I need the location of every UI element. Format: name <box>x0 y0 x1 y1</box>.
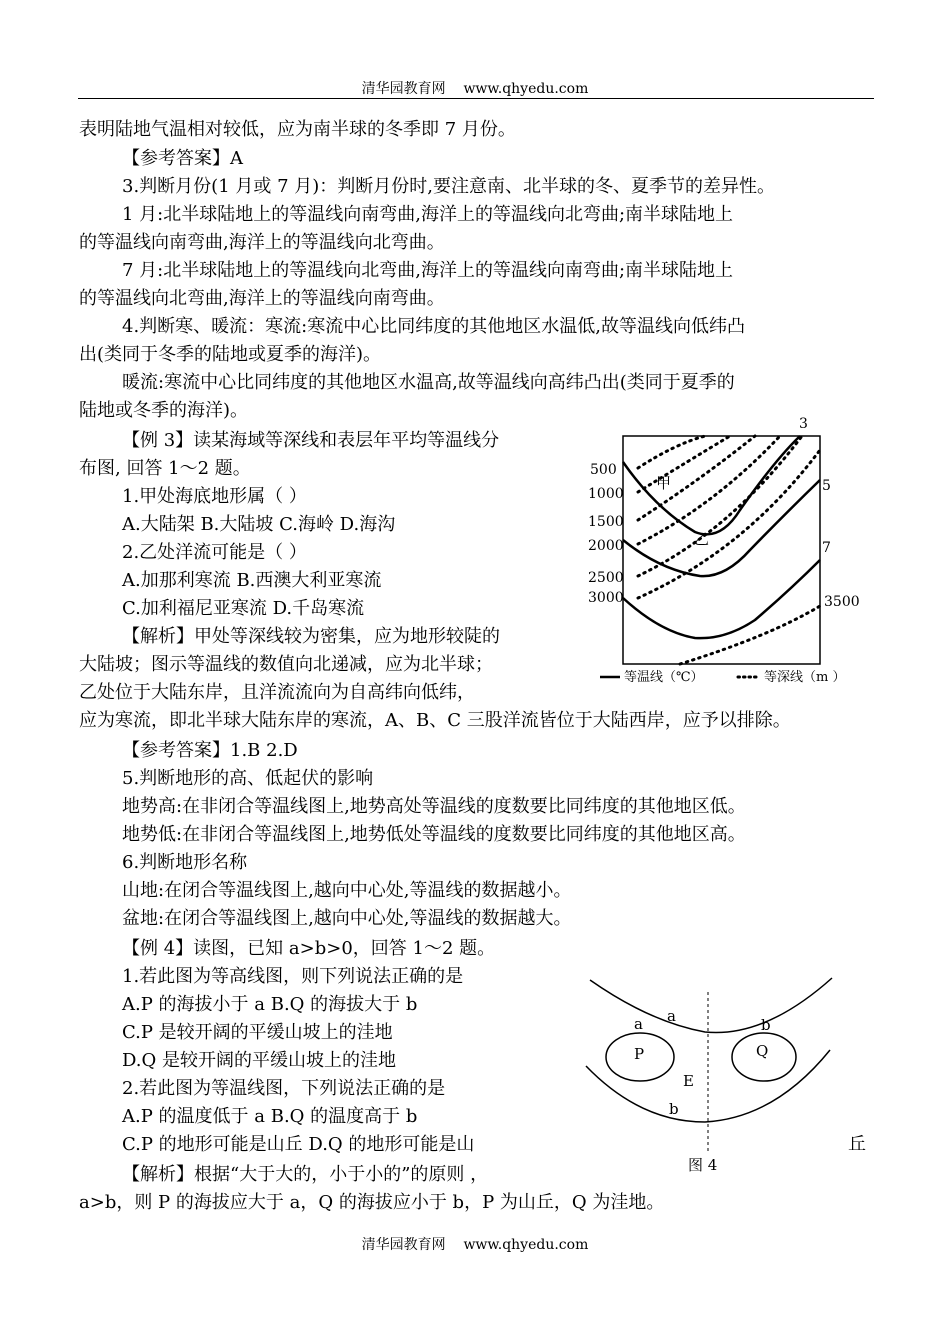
label-b-bottom: b <box>669 1100 679 1118</box>
text-line: 出(类同于冬季的陆地或夏季的海洋)。 <box>79 344 382 365</box>
legend-temp-label: 等温线（℃） <box>624 670 704 685</box>
text-line: 丘 <box>848 1134 866 1155</box>
text-line: 2.若此图为等温线图，下列说法正确的是 <box>122 1078 446 1099</box>
label-a-right: a <box>667 1007 676 1025</box>
text-line: 乙处位于大陆东岸，且洋流流向为自高纬向低纬， <box>79 682 475 703</box>
text-line: a>b，则 P 的海拔应大于 a，Q 的海拔应小于 b，P 为山丘，Q 为洼地。 <box>79 1192 665 1213</box>
text-line: 暖流:寒流中心比同纬度的其他地区水温高,故等温线向高纬凸出(类同于夏季的 <box>122 372 735 393</box>
temp-label-5: 5 <box>822 478 831 494</box>
text-line: 表明陆地气温相对较低，应为南半球的冬季即 7 月份。 <box>79 119 516 140</box>
temp-label-3: 3 <box>799 416 808 432</box>
isobaths <box>638 436 820 664</box>
label-p: P <box>634 1045 645 1063</box>
isotherm-line <box>623 480 820 576</box>
place-jia: 甲 <box>656 474 672 492</box>
text-line: C.P 的地形可能是山丘 D.Q 的地形可能是山 <box>122 1134 475 1155</box>
text-line: 陆地或冬季的海洋)。 <box>79 400 249 421</box>
text-line: C.P 是较开阔的平缓山坡上的洼地 <box>122 1022 393 1043</box>
label-b-top: b <box>761 1016 771 1034</box>
header-rule <box>78 98 874 99</box>
depth-label-3000: 3000 <box>588 590 624 606</box>
text-line: 5.判断地形的高、低起伏的影响 <box>122 768 374 789</box>
place-yi: 乙 <box>694 530 710 548</box>
text-line: 【参考答案】A <box>122 148 243 169</box>
text-line: 【例 4】读图，已知 a>b>0，回答 1～2 题。 <box>122 938 496 959</box>
text-line: 【参考答案】1.B 2.D <box>122 740 298 761</box>
header-url: www.qhyedu.com <box>463 81 589 97</box>
figure-4-caption: 图 4 <box>688 1156 718 1174</box>
isobath-line <box>638 436 802 576</box>
text-line: 山地:在闭合等温线图上,越向中心处,等温线的数据越小。 <box>122 880 572 901</box>
footer-url: www.qhyedu.com <box>463 1237 589 1253</box>
text-line: 的等温线向北弯曲,海洋上的等温线向南弯曲。 <box>79 288 445 309</box>
isotherms <box>623 436 820 638</box>
text-line: 大陆坡；图示等温线的数值向北递减，应为北半球； <box>79 654 493 675</box>
page-footer <box>0 1234 950 1254</box>
depth-label-2000: 2000 <box>588 538 624 554</box>
contour-a <box>590 978 832 1033</box>
text-line: 1.若此图为等高线图，则下列说法正确的是 <box>122 966 464 987</box>
text-line: 4.判断寒、暖流：寒流:寒流中心比同纬度的其他地区水温低,故等温线向低纬凸 <box>122 316 745 337</box>
text-line: A.P 的海拔小于 a B.Q 的海拔大于 b <box>122 994 418 1015</box>
text-line: 的等温线向南弯曲,海洋上的等温线向北弯曲。 <box>79 232 445 253</box>
depth-label-2500: 2500 <box>588 570 624 586</box>
text-line: 2.乙处洋流可能是（ ） <box>122 542 307 563</box>
isobath-line <box>638 436 705 468</box>
temp-label-7: 7 <box>822 540 831 556</box>
depth-label-3500: 3500 <box>824 594 860 610</box>
text-line: 应为寒流，即北半球大陆东岸的寒流，A、B、C 三股洋流皆位于大陆西岸，应予以排除。 <box>79 710 791 731</box>
legend-depth-label: 等深线（m ） <box>764 670 846 685</box>
footer-site: 清华园教育网 <box>361 1237 446 1253</box>
text-line: 1 月:北半球陆地上的等温线向南弯曲,海洋上的等温线向北弯曲;南半球陆地上 <box>122 204 734 225</box>
header-site: 清华园教育网 <box>361 81 446 97</box>
text-line: 【解析】甲处等深线较为密集，应为地形较陡的 <box>122 626 500 647</box>
text-line: 7 月:北半球陆地上的等温线向北弯曲,海洋上的等温线向南弯曲;南半球陆地上 <box>122 260 734 281</box>
label-q: Q <box>756 1042 769 1060</box>
text-line: 地势高:在非闭合等温线图上,地势高处等温线的度数要比同纬度的其他地区低。 <box>122 796 746 817</box>
text-line: 布图, 回答 1～2 题。 <box>79 458 251 479</box>
text-line: 【解析】根据“大于大的，小于小的”的原则 ， <box>122 1164 489 1185</box>
isobath-line <box>680 606 820 664</box>
figure-4-diagram <box>580 972 840 1177</box>
text-line: 【例 3】读某海域等深线和表层年平均等温线分 <box>122 430 500 451</box>
figure-3-map <box>580 410 870 685</box>
text-line: C.加利福尼亚寒流 D.千岛寒流 <box>122 598 365 619</box>
depth-label-1500: 1500 <box>588 514 624 530</box>
label-e: E <box>683 1072 694 1090</box>
text-line: 盆地:在闭合等温线图上,越向中心处,等温线的数据越大。 <box>122 908 572 929</box>
depth-label-500: 500 <box>590 462 617 478</box>
text-line: 6.判断地形名称 <box>122 852 248 873</box>
text-line: A.大陆架 B.大陆坡 C.海岭 D.海沟 <box>122 514 396 535</box>
text-line: A.P 的温度低于 a B.Q 的温度高于 b <box>122 1106 418 1127</box>
text-line: A.加那利寒流 B.西澳大利亚寒流 <box>122 570 382 591</box>
text-line: 1.甲处海底地形属（ ） <box>122 486 307 507</box>
label-a-left: a <box>634 1015 643 1033</box>
page-header <box>0 78 950 98</box>
depth-label-1000: 1000 <box>588 486 624 502</box>
text-line: 3.判断月份(1 月或 7 月)：判断月份时,要注意南、北半球的冬、夏季节的差异性。 <box>122 176 776 197</box>
text-line: 地势低:在非闭合等温线图上,地势低处等温线的度数要比同纬度的其他地区高。 <box>122 824 746 845</box>
text-line: D.Q 是较开阔的平缓山坡上的洼地 <box>122 1050 396 1071</box>
